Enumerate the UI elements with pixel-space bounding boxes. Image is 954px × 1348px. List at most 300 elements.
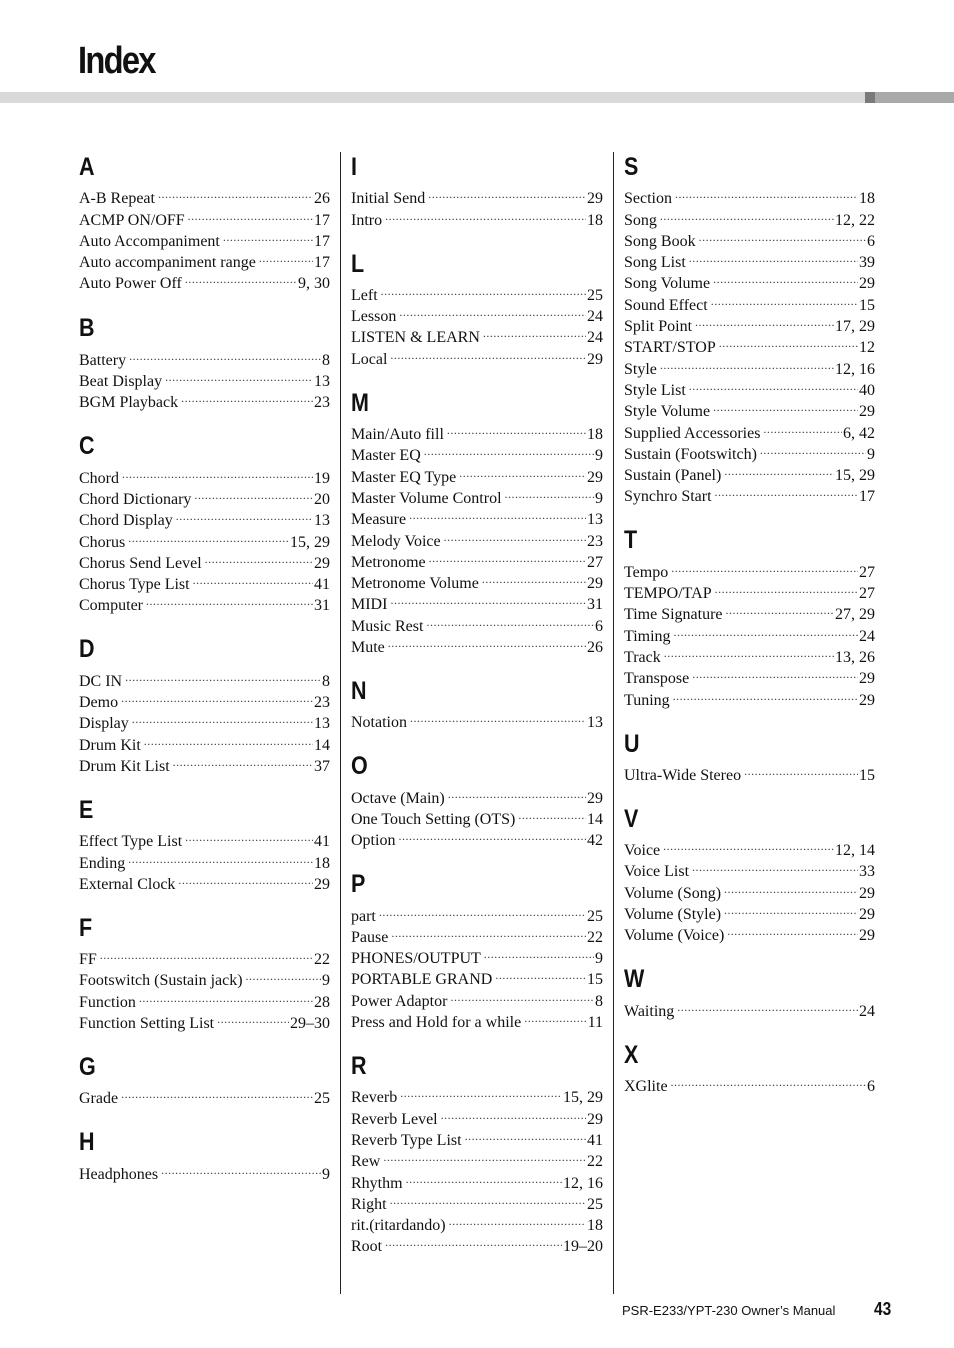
dot-leader [465, 1124, 586, 1145]
index-term: Tuning [624, 691, 670, 709]
dot-leader [448, 781, 586, 802]
index-page-ref: 15 [859, 766, 875, 784]
index-term: Function Setting List [79, 1015, 215, 1033]
index-page-ref: 26 [314, 190, 330, 208]
index-page-ref: 29 [587, 1110, 603, 1128]
index-page-ref: 24 [587, 308, 603, 326]
index-page-ref: 19–20 [563, 1238, 603, 1256]
index-page-ref: 9 [322, 972, 330, 990]
dot-leader [724, 459, 834, 480]
index-page-ref: 29 [587, 468, 603, 486]
index-entry [624, 203, 875, 229]
index-page-ref: 29 [859, 927, 875, 945]
index-entry [624, 352, 875, 378]
index-page-ref: 18 [314, 854, 330, 872]
index-term: BGM Playback [79, 394, 179, 412]
index-term: Volume (Style) [624, 906, 722, 924]
section-letter: F [79, 913, 93, 942]
dot-leader [744, 759, 858, 780]
section-letter: A [79, 153, 95, 181]
index-term: Metronome Volume [351, 575, 479, 593]
index-page-ref: 29 [859, 670, 875, 688]
index-entry [624, 759, 875, 784]
index-page-ref: 6, 42 [843, 424, 875, 442]
index-term: Grade [79, 1090, 119, 1108]
section-letter: M [351, 388, 369, 417]
index-term: Master EQ Type [351, 468, 457, 486]
index-term: Auto Accompaniment [79, 232, 220, 250]
index-section-h [79, 1125, 330, 1183]
dot-leader [664, 641, 834, 662]
dot-leader [663, 834, 834, 855]
index-page-ref: 25 [587, 1195, 603, 1213]
index-section-m [351, 386, 603, 657]
index-page-ref: 31 [587, 596, 603, 614]
index-term: Song List [624, 254, 686, 272]
index-page-ref: 39 [859, 254, 875, 272]
dot-leader [259, 246, 313, 267]
dot-leader [181, 386, 313, 407]
dot-leader [165, 365, 313, 386]
index-entry [79, 1082, 330, 1108]
section-letter: C [79, 432, 95, 461]
index-page-ref: 9 [595, 950, 603, 968]
dot-leader [441, 1102, 586, 1123]
index-term: One Touch Setting (OTS) [351, 810, 516, 828]
index-page-ref: 13 [587, 511, 603, 529]
index-page-ref: 13 [314, 373, 330, 391]
dot-leader [726, 598, 834, 619]
index-page-ref: 29 [587, 350, 603, 368]
index-term: Volume (Voice) [624, 927, 725, 945]
index-entry [79, 343, 330, 369]
index-term: Music Rest [351, 617, 424, 635]
index-page-ref: 15, 29 [835, 467, 875, 485]
dot-leader [483, 321, 586, 342]
index-page-ref: 27 [859, 585, 875, 603]
index-page-ref: 37 [314, 757, 330, 775]
index-entry [351, 706, 603, 732]
index-page-ref: 9 [867, 445, 875, 463]
index-term: Intro [351, 211, 383, 229]
index-entry [624, 994, 875, 1020]
dot-leader [185, 825, 313, 846]
index-term: Effect Type List [79, 833, 183, 851]
dot-leader [409, 503, 586, 524]
dot-leader [689, 246, 858, 267]
index-term: Sustain (Panel) [624, 467, 722, 485]
index-page-ref: 15, 29 [563, 1089, 603, 1107]
index-term: PHONES/OUTPUT [351, 950, 481, 968]
index-page-ref: 17 [859, 488, 875, 506]
index-page-ref: 9, 30 [298, 275, 330, 293]
index-term: Measure [351, 511, 407, 529]
dot-leader [495, 963, 586, 984]
index-page-ref: 33 [859, 863, 875, 881]
index-entry [351, 899, 603, 925]
section-letter: L [351, 249, 365, 278]
index-column-3 [624, 150, 875, 1095]
index-page-ref: 25 [587, 286, 603, 304]
index-entry [79, 943, 330, 969]
index-page-ref: 29 [859, 403, 875, 421]
dot-leader [121, 1082, 313, 1103]
index-term: Rew [351, 1153, 381, 1171]
index-entry [351, 1230, 603, 1256]
index-term: Battery [79, 351, 127, 369]
index-term: Split Point [624, 318, 693, 336]
index-term: START/STOP [624, 339, 716, 357]
dot-leader [217, 1007, 289, 1028]
index-column-2 [351, 150, 603, 1256]
index-page-ref: 40 [859, 381, 875, 399]
dot-leader [194, 483, 313, 504]
dot-leader [424, 439, 594, 460]
index-term: TEMPO/TAP [624, 585, 712, 603]
index-term: PORTABLE GRAND [351, 971, 493, 989]
index-page-ref: 12, 22 [835, 211, 875, 229]
section-letter: N [351, 677, 367, 706]
index-page-ref: 29 [587, 190, 603, 208]
dot-leader [671, 1070, 866, 1091]
index-term: Auto accompaniment range [79, 254, 256, 272]
index-page-ref: 22 [314, 951, 330, 969]
index-page-ref: 27 [587, 553, 603, 571]
index-section-v [624, 802, 875, 945]
index-term: Master EQ [351, 447, 421, 465]
index-term: Power Adaptor [351, 992, 448, 1010]
section-letter: D [79, 635, 95, 664]
section-letter: S [624, 153, 639, 181]
section-letter: V [624, 804, 639, 833]
index-term: Reverb Type List [351, 1131, 462, 1149]
dot-leader [724, 876, 858, 897]
index-page-ref: 29 [859, 906, 875, 924]
dot-leader [724, 898, 858, 919]
dot-leader [139, 985, 313, 1006]
dot-leader [161, 1157, 321, 1178]
index-term: Drum Kit List [79, 757, 170, 775]
dot-leader [713, 395, 858, 416]
section-letter: H [79, 1128, 95, 1157]
index-term: LISTEN & LEARN [351, 329, 480, 347]
dot-leader [173, 750, 313, 771]
index-term: Notation [351, 714, 407, 732]
index-page-ref: 29 [587, 789, 603, 807]
index-entry [351, 1188, 603, 1213]
index-page-ref: 14 [587, 810, 603, 828]
index-term: Song [624, 211, 657, 229]
index-entry [351, 203, 603, 229]
index-page-ref: 28 [314, 993, 330, 1011]
index-page-ref: 29 [859, 275, 875, 293]
index-entry [351, 631, 603, 657]
index-term: Right [351, 1195, 387, 1213]
section-letter: R [351, 1052, 367, 1081]
index-page-ref: 18 [587, 426, 603, 444]
index-section-r [351, 1049, 603, 1256]
index-page-ref: 6 [867, 1077, 875, 1095]
index-page-ref: 9 [595, 447, 603, 465]
index-page-ref: 24 [587, 329, 603, 347]
index-page-ref: 17 [314, 254, 330, 272]
index-page-ref: 25 [314, 1090, 330, 1108]
section-letter: I [351, 153, 357, 181]
dot-leader [388, 631, 586, 652]
dot-leader [379, 899, 586, 920]
index-term: Supplied Accessories [624, 424, 761, 442]
dot-leader [383, 1145, 586, 1166]
index-term: Volume (Song) [624, 884, 722, 902]
dot-leader [144, 728, 313, 749]
index-section-e [79, 793, 330, 893]
index-page-ref: 29 [314, 875, 330, 893]
dot-leader [695, 310, 834, 331]
index-term: Chord Display [79, 512, 173, 530]
index-section-t [624, 523, 875, 709]
index-term: Tempo [624, 563, 669, 581]
index-entry [351, 300, 603, 326]
index-term: Transpose [624, 670, 690, 688]
index-term: Style [624, 360, 657, 378]
dot-leader [428, 182, 586, 203]
dot-leader [459, 460, 586, 481]
index-term: Master Volume Control [351, 489, 502, 507]
index-page-ref: 18 [859, 190, 875, 208]
index-entry [624, 182, 875, 208]
index-term: Function [79, 993, 136, 1011]
index-page-ref: 25 [587, 907, 603, 925]
dot-leader [524, 1006, 586, 1027]
dot-leader [673, 683, 858, 704]
index-page-ref: 12, 16 [563, 1174, 603, 1192]
index-page-ref: 29 [587, 575, 603, 593]
index-term: A-B Repeat [79, 190, 155, 208]
dot-leader [128, 846, 313, 867]
index-page-ref: 13, 26 [835, 648, 875, 666]
dot-leader [390, 588, 586, 609]
index-term: Rhythm [351, 1174, 403, 1192]
index-term: Initial Send [351, 190, 426, 208]
section-letter: U [624, 729, 640, 758]
column-divider [613, 152, 614, 1294]
dot-leader [185, 267, 297, 288]
dot-leader [129, 343, 321, 364]
dot-leader [660, 203, 834, 224]
index-section-f [79, 911, 330, 1033]
dot-leader [400, 1081, 562, 1102]
index-page-ref: 29–30 [290, 1015, 330, 1033]
dot-leader [518, 803, 586, 824]
index-entry [351, 279, 603, 304]
index-section-p [351, 867, 603, 1032]
dot-leader [675, 182, 858, 203]
dot-leader [132, 707, 313, 728]
index-page-ref: 26 [587, 639, 603, 657]
index-entry [624, 374, 875, 399]
index-page-ref: 23 [314, 394, 330, 412]
dot-leader [391, 921, 586, 942]
index-term: Chord [79, 469, 119, 487]
index-term: Chord Dictionary [79, 490, 192, 508]
index-term: Ending [79, 854, 126, 872]
index-page-ref: 15 [859, 296, 875, 314]
index-entry [351, 781, 603, 807]
index-page-ref: 11 [587, 1014, 603, 1032]
index-page-ref: 14 [314, 736, 330, 754]
dot-leader [385, 1230, 562, 1251]
index-column-1 [79, 150, 330, 1183]
index-term: Style List [624, 381, 686, 399]
index-term: DC IN [79, 672, 123, 690]
dot-leader [447, 418, 586, 439]
index-page-ref: 9 [595, 489, 603, 507]
dot-leader [406, 1166, 562, 1187]
index-section-s [624, 150, 875, 506]
index-section-x [624, 1038, 875, 1095]
index-term: XGlite [624, 1077, 668, 1095]
dot-leader [444, 524, 586, 545]
index-entry [79, 1157, 330, 1183]
index-section-u [624, 727, 875, 784]
index-page-ref: 17 [314, 211, 330, 229]
dot-leader [385, 203, 586, 224]
index-term: Style Volume [624, 403, 711, 421]
dot-leader [121, 686, 313, 707]
index-page-ref: 12, 14 [835, 842, 875, 860]
index-term: Waiting [624, 1002, 675, 1020]
dot-leader [660, 352, 834, 373]
dot-leader [450, 984, 594, 1005]
index-section-d [79, 632, 330, 775]
index-page-ref: 41 [587, 1131, 603, 1149]
dot-leader [176, 504, 313, 525]
index-page-ref: 20 [314, 490, 330, 508]
title-rule [0, 92, 954, 103]
index-term: Left [351, 286, 378, 304]
dot-leader [699, 225, 866, 246]
index-term: Local [351, 350, 388, 368]
index-page-ref: 27 [859, 563, 875, 581]
index-term: Melody Voice [351, 532, 441, 550]
index-page-ref: 15 [587, 971, 603, 989]
index-term: Option [351, 832, 396, 850]
index-page-ref: 23 [314, 694, 330, 712]
dot-leader [205, 547, 313, 568]
index-section-a [79, 150, 330, 293]
index-entry [351, 182, 603, 208]
section-letter: E [79, 795, 94, 824]
index-term: Sound Effect [624, 296, 708, 314]
index-section-n [351, 674, 603, 732]
index-page-ref: 27, 29 [835, 606, 875, 624]
index-page-ref: 41 [314, 833, 330, 851]
index-term: Ultra-Wide Stereo [624, 766, 742, 784]
dot-leader [128, 525, 289, 546]
dot-leader [381, 279, 586, 300]
index-entry [624, 1070, 875, 1095]
dot-leader [122, 461, 313, 482]
index-term: FF [79, 951, 97, 969]
index-term: Synchro Start [624, 488, 712, 506]
index-term: Song Volume [624, 275, 711, 293]
index-page-ref: 13 [314, 512, 330, 530]
index-page-ref: 24 [859, 627, 875, 645]
index-entry [624, 555, 875, 581]
index-section-w [624, 962, 875, 1020]
dot-leader [100, 943, 313, 964]
index-term: Track [624, 648, 661, 666]
section-letter: G [79, 1053, 96, 1082]
dot-leader [727, 919, 858, 940]
page-title: Index [78, 40, 155, 82]
dot-leader [715, 480, 858, 501]
index-term: Voice List [624, 863, 690, 881]
index-page-ref: 12, 16 [835, 360, 875, 378]
title-rule-end [875, 92, 954, 103]
dot-leader [689, 374, 858, 395]
section-letter: X [624, 1040, 639, 1069]
index-entry [624, 834, 875, 860]
dot-leader [158, 182, 313, 203]
index-section-l [351, 247, 603, 368]
index-term: part [351, 907, 376, 925]
index-entry [79, 825, 330, 851]
dot-leader [484, 942, 594, 963]
dot-leader [146, 589, 313, 610]
index-term: Pause [351, 928, 389, 946]
index-section-o [351, 749, 603, 850]
index-term: ACMP ON/OFF [79, 211, 185, 229]
index-section-g [79, 1050, 330, 1108]
dot-leader [715, 577, 858, 598]
dot-leader [178, 868, 313, 889]
index-term: rit.(ritardando) [351, 1217, 446, 1235]
index-entry [79, 964, 330, 990]
index-section-i [351, 150, 603, 229]
dot-leader [125, 664, 321, 685]
index-entry [351, 921, 603, 946]
index-page-ref: 29 [859, 691, 875, 709]
dot-leader [719, 331, 858, 352]
dot-leader [713, 267, 858, 288]
index-term: Reverb [351, 1089, 398, 1107]
index-term: Footswitch (Sustain jack) [79, 972, 243, 990]
footer-page-number: 43 [874, 1299, 892, 1319]
index-page-ref: 13 [587, 714, 603, 732]
dot-leader [674, 619, 858, 640]
index-page-ref: 29 [314, 554, 330, 572]
index-term: Press and Hold for a while [351, 1014, 522, 1032]
dot-leader [760, 438, 866, 459]
dot-leader [711, 288, 858, 309]
index-page-ref: 6 [595, 617, 603, 635]
section-letter: P [351, 870, 366, 899]
index-page-ref: 17, 29 [835, 318, 875, 336]
column-divider [340, 152, 341, 1294]
index-page-ref: 23 [587, 532, 603, 550]
section-letter: T [624, 526, 638, 555]
index-page-ref: 29 [859, 884, 875, 902]
index-term: MIDI [351, 596, 388, 614]
index-term: Headphones [79, 1165, 159, 1183]
index-term: Computer [79, 597, 143, 615]
index-page-ref: 13 [314, 715, 330, 733]
index-term: Root [351, 1238, 383, 1256]
dot-leader [390, 1188, 586, 1209]
index-term: Song Book [624, 232, 696, 250]
index-page-ref: 31 [314, 597, 330, 615]
